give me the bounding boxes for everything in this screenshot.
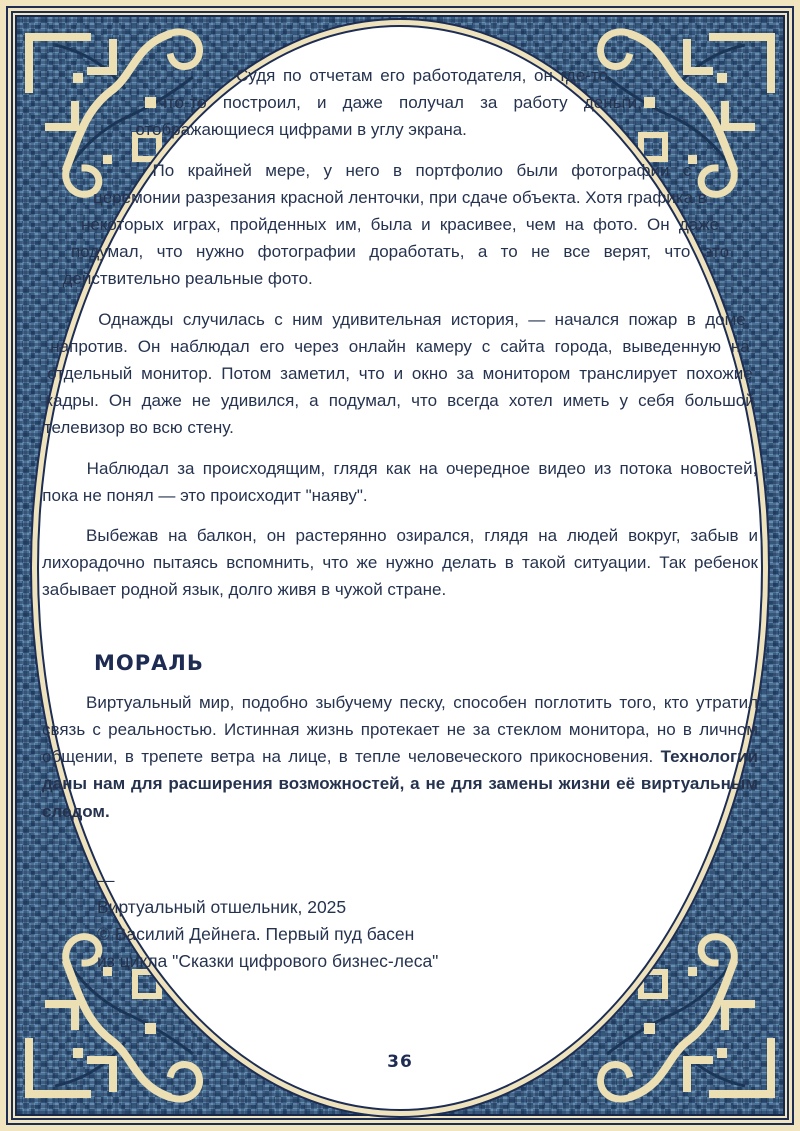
story-paragraph: Однажды случилась с ним удивительная история, — начался пожар в доме напротив. Он наблюдал его через онлайн камеру с сайта города, выведенную на отдельный монитор. Потом заметил, что и окно за монитором транслирует похожие кадры. Он даже не удивился, а подумал, что всегда хотел иметь у себя большой телевизор во всю стену. xyxy=(43,309,755,438)
signature-line: из цикла "Сказки цифрового бизнес-леса" xyxy=(97,950,439,971)
signature-line: Виртуальный отшельник, 2025 xyxy=(97,896,347,917)
story-paragraph: Судя по отчетам его работодателя, он где-то что-то построил, и даже получал за работу деньги, отображающиеся цифрами в углу экрана. xyxy=(135,66,642,140)
story-paragraph: По крайней мере, у него в портфолио были фотографии с церемонии разрезания красной ленточки, при сдаче объекта. Хотя графика в некоторых играх, пройденных им, была и красивее, чем на фото. Он даже подумал, что нужно фотографии доработать, а то не все верят, что это действительно реальные фото. xyxy=(62,160,730,289)
story-text xyxy=(42,62,758,1091)
moral-text: Виртуальный мир, подобно зыбучему песку, способен поглотить того, кто утратил связь с реальностью. Истинная жизнь протекает не за стеклом монитора, но в личном общении, в трепете ветра на лице, в тепле человеческого прикосновения. xyxy=(42,692,758,767)
page-number: 36 xyxy=(387,1052,413,1072)
moral-text-emphasis: Технологии даны нам для расширения возможностей, а не для замены жизни её виртуальным следом. xyxy=(42,747,758,821)
signature-line: © Василий Дейнега. Первый пуд басен xyxy=(97,923,415,944)
oval-right-curve-spacer xyxy=(608,62,758,502)
moral-heading: МОРАЛЬ xyxy=(94,650,204,675)
moral-paragraph xyxy=(42,689,758,825)
signature-block xyxy=(97,867,758,975)
signature-dash: — xyxy=(97,869,117,890)
story-paragraph: Наблюдал за происходящим, глядя как на очередное видео из потока новостей, пока не понял — это происходит "наяву". xyxy=(42,458,758,505)
story-paragraph: Выбежав на балкон, он растерянно озирался, глядя на людей вокруг, забыв и лихорадочно пытаясь вспомнить, что же нужно делать в такой ситуации. Так ребенок забывает родной язык, долго живя в чужой стране. xyxy=(42,526,758,600)
